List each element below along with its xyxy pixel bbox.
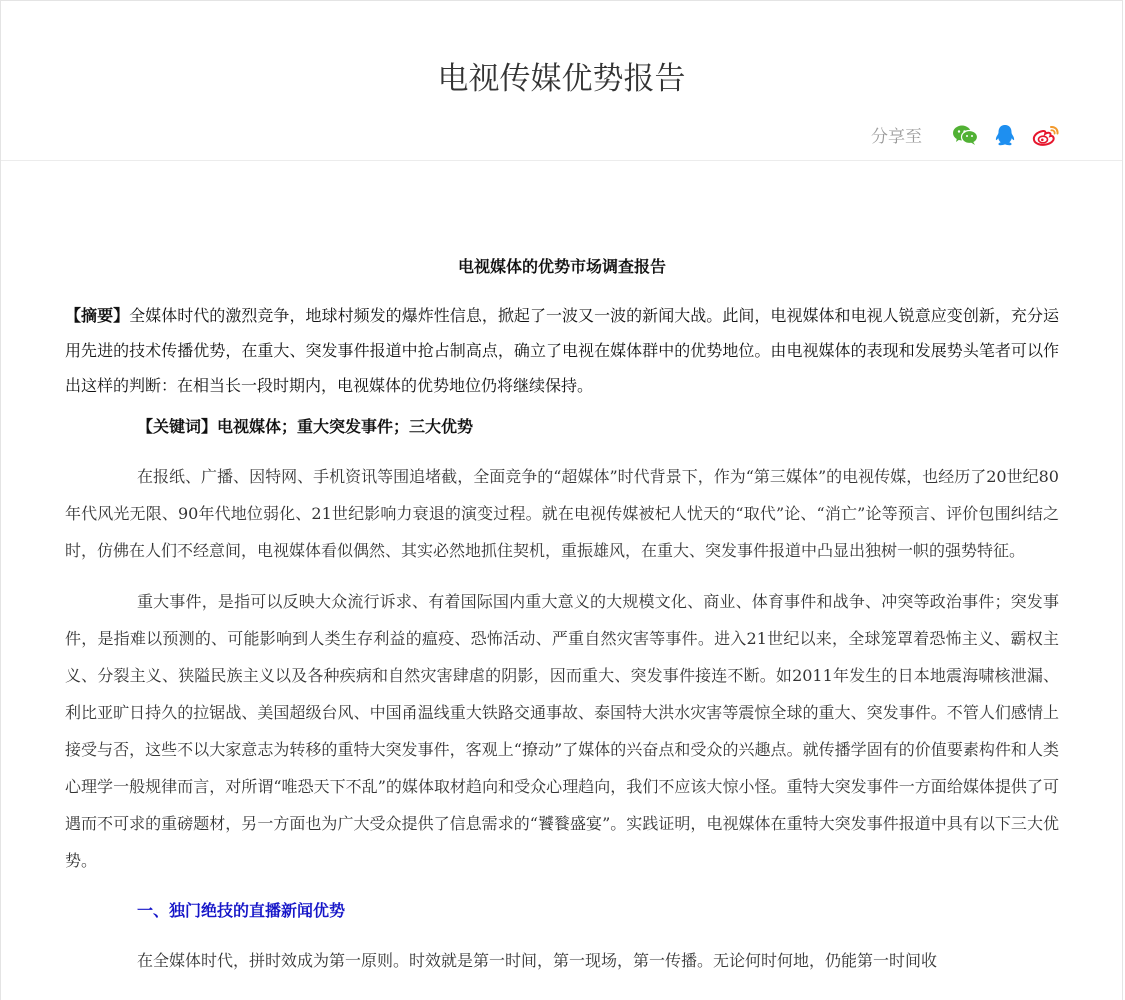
section-heading-1: 一、独门绝技的直播新闻优势 bbox=[137, 901, 346, 920]
article-body bbox=[65, 161, 1059, 979]
share-label: 分享至 bbox=[871, 127, 922, 147]
keywords: 【关键词】电视媒体；重大突发事件；三大优势 bbox=[137, 417, 474, 436]
header bbox=[1, 1, 1122, 161]
share-bar bbox=[871, 122, 1060, 147]
qq-icon[interactable] bbox=[994, 123, 1016, 147]
weibo-icon[interactable] bbox=[1032, 123, 1060, 147]
abstract-body: 全媒体时代的激烈竞争，地球村频发的爆炸性信息，掀起了一波又一波的新闻大战。此间，电视媒体和电视人锐意应变创新，充分运用先进的技术传播优势，在重大、突发事件报道中抢占制高点，确立了电视在媒体群中的优势地位。由电视媒体的表现和发展势头笔者可以作出这样的判断：在相当长一段时期内，电视媒体的优势地位仍将继续保持。 bbox=[65, 306, 1059, 395]
paragraph-2: 重大事件，是指可以反映大众流行诉求、有着国际国内重大意义的大规模文化、商业、体育事件和战争、冲突等政治事件；突发事件，是指难以预测的、可能影响到人类生存利益的瘟疫、恐怖活动、严重自然灾害等事件。进入21世纪以来，全球笼罩着恐怖主义、霸权主义、分裂主义、狭隘民族主义以及各种疾病和自然灾害肆虐的阴影，因而重大、突发事件接连不断。如2011年发生的日本地震海啸核泄漏、利比亚旷日持久的拉锯战、美国超级台风、中国甬温线重大铁路交通事故、泰国特大洪水灾害等震惊全球的重大、突发事件。不管人们感情上接受与否，这些不以大家意志为转移的重特大突发事件，客观上“撩动”了媒体的兴奋点和受众的兴趣点。就传播学固有的价值要素构件和人类心理学一般规律而言，对所谓“唯恐天下不乱”的媒体取材趋向和受众心理趋向，我们不应该大惊小怪。重特大突发事件一方面给媒体提供了可遇而不可求的重磅题材，另一方面也为广大受众提供了信息需求的“饕餮盛宴”。实践证明，电视媒体在重特大突发事件报道中具有以下三大优势。 bbox=[65, 592, 1059, 870]
document-title: 电视媒体的优势市场调查报告 bbox=[457, 257, 666, 276]
abstract bbox=[65, 298, 1059, 403]
paragraph-3: 在全媒体时代，拼时效成为第一原则。时效就是第一时间，第一现场，第一传播。无论何时何地，仍能第一时间收 bbox=[137, 951, 938, 970]
wechat-icon[interactable] bbox=[952, 124, 978, 146]
page-title: 电视传媒优势报告 bbox=[437, 61, 686, 97]
abstract-lead: 【摘要】 bbox=[65, 306, 130, 325]
paragraph-1: 在报纸、广播、因特网、手机资讯等围追堵截，全面竞争的“超媒体”时代背景下，作为“第三媒体”的电视传媒，也经历了20世纪80年代风光无限、90年代地位弱化、21世纪影响力衰退的演变过程。就在电视传媒被杞人忧天的“取代”论、“消亡”论等预言、评价包围纠结之时，仿佛在人们不经意间，电视媒体看似偶然、其实必然地抓住契机，重振雄风，在重大、突发事件报道中凸显出独树一帜的强势特征。 bbox=[65, 467, 1059, 560]
